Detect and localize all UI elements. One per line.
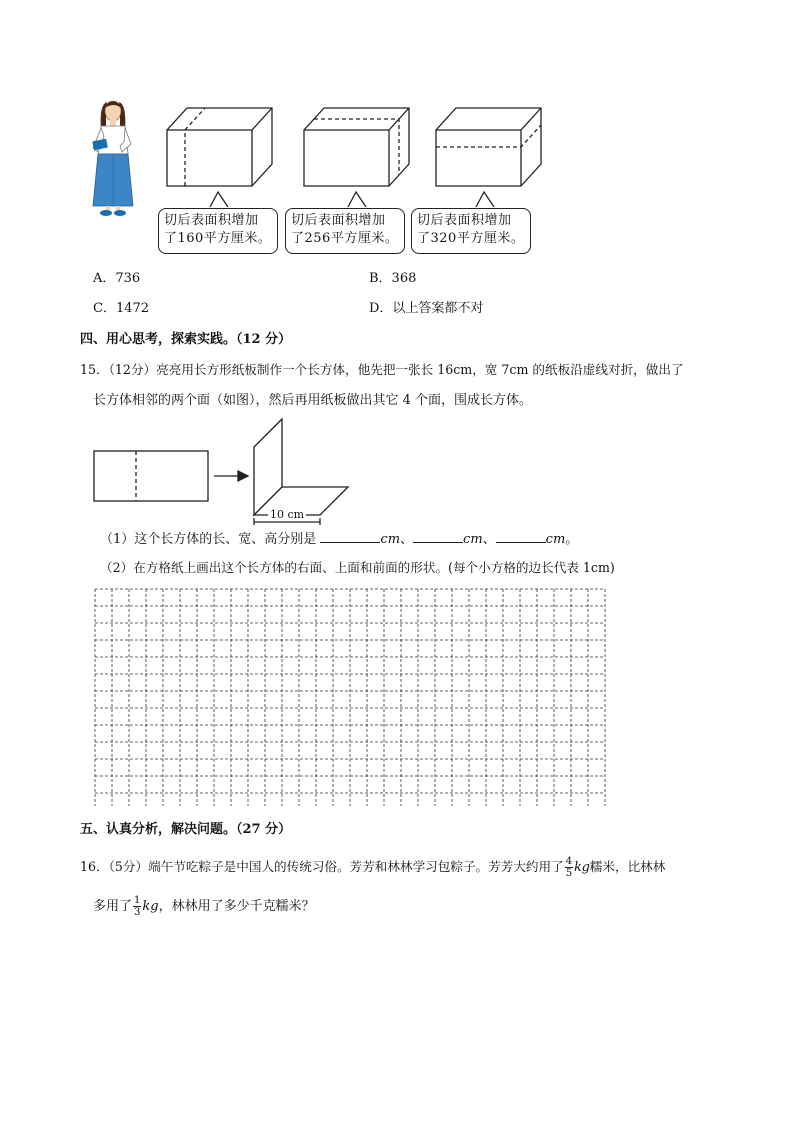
unit-cm-1: cm [380, 532, 401, 547]
option-d[interactable]: D．以上答案都不对 [369, 301, 484, 316]
unit-kg-1: kg [574, 859, 590, 874]
caption-1-line1: 切后表面积增加 [164, 213, 259, 228]
unit-kg-2: kg [142, 899, 159, 914]
caption-2-line2: 了256平方厘米。 [291, 231, 399, 246]
grid-paper[interactable] [94, 588, 608, 806]
q15-fold-figure [90, 415, 360, 525]
answer-blank-height[interactable] [496, 531, 546, 543]
q16-line2-prefix: 多用了 [93, 899, 133, 914]
q16-line1-prefix: 16．（5分）端午节吃粽子是中国人的传统习俗。芳芳和林林学习包粽子。芳芳大约用了 [80, 859, 564, 874]
unit-cm-2: cm [463, 532, 483, 547]
q16-line1 [80, 852, 665, 882]
dimension-label: 10 cm [270, 508, 305, 521]
q15-line2: 长方体相邻的两个面（如图），然后再用纸板做出其它 4 个面，围成长方体。 [93, 393, 533, 408]
section5-heading: 五、认真分析，解决问题。（27 分） [80, 822, 292, 837]
q15-sub2: （2）在方格纸上画出这个长方体的右面、上面和前面的形状。(每个小方格的边长代表 1cm) [100, 560, 615, 575]
arrow-head [238, 471, 248, 481]
caption-box-2 [285, 208, 405, 254]
fraction-2-denominator: 3 [134, 907, 141, 918]
answer-blank-length[interactable] [320, 531, 380, 543]
caption-3-line2: 了320平方厘米。 [417, 231, 525, 246]
option-c[interactable]: C．1472 [93, 301, 150, 316]
caption-box-1 [158, 208, 278, 254]
cuboid-2 [304, 108, 409, 186]
teacher-illustration [86, 96, 142, 218]
caption-1-line2: 了160平方厘米。 [164, 231, 272, 246]
cuboid-1 [167, 108, 272, 186]
q16-line2-suffix: ，林林用了多少千克糯米？ [158, 899, 315, 914]
section4-heading: 四、用心思考，探索实践。（12 分） [80, 332, 292, 347]
fraction-2-numerator: 1 [134, 895, 141, 906]
separator-1: 、 [400, 532, 414, 547]
fraction-1-numerator: 4 [565, 856, 573, 867]
caption-box-3 [411, 208, 531, 254]
unit-cm-3: cm [545, 532, 566, 547]
q15-sub1 [100, 531, 578, 546]
fraction-four-fifths [565, 856, 573, 879]
separator-2: 、 [482, 532, 496, 547]
q15-sub1-prefix: （1）这个长方体的长、宽、高分别是 [100, 532, 317, 547]
fraction-1-denominator: 5 [565, 868, 573, 879]
cuboid-3 [436, 108, 541, 186]
answer-blank-width[interactable] [413, 531, 463, 543]
caption-2-line1: 切后表面积增加 [291, 213, 386, 228]
q16-line1-suffix: 糯米，比林林 [589, 859, 666, 874]
end-punct: 。 [565, 532, 579, 547]
q15-line1: 15．（12分）亮亮用长方形纸板制作一个长方体，他先把一张长 16cm，宽 7cm 的纸板沿虚线对折，做出了 [80, 362, 684, 377]
option-a[interactable]: A．736 [93, 271, 141, 286]
q16-line2 [93, 892, 315, 922]
option-b[interactable]: B．368 [369, 271, 417, 286]
caption-3-line1: 切后表面积增加 [417, 213, 512, 228]
unfolded-board [94, 451, 208, 501]
fraction-one-third [133, 895, 141, 918]
